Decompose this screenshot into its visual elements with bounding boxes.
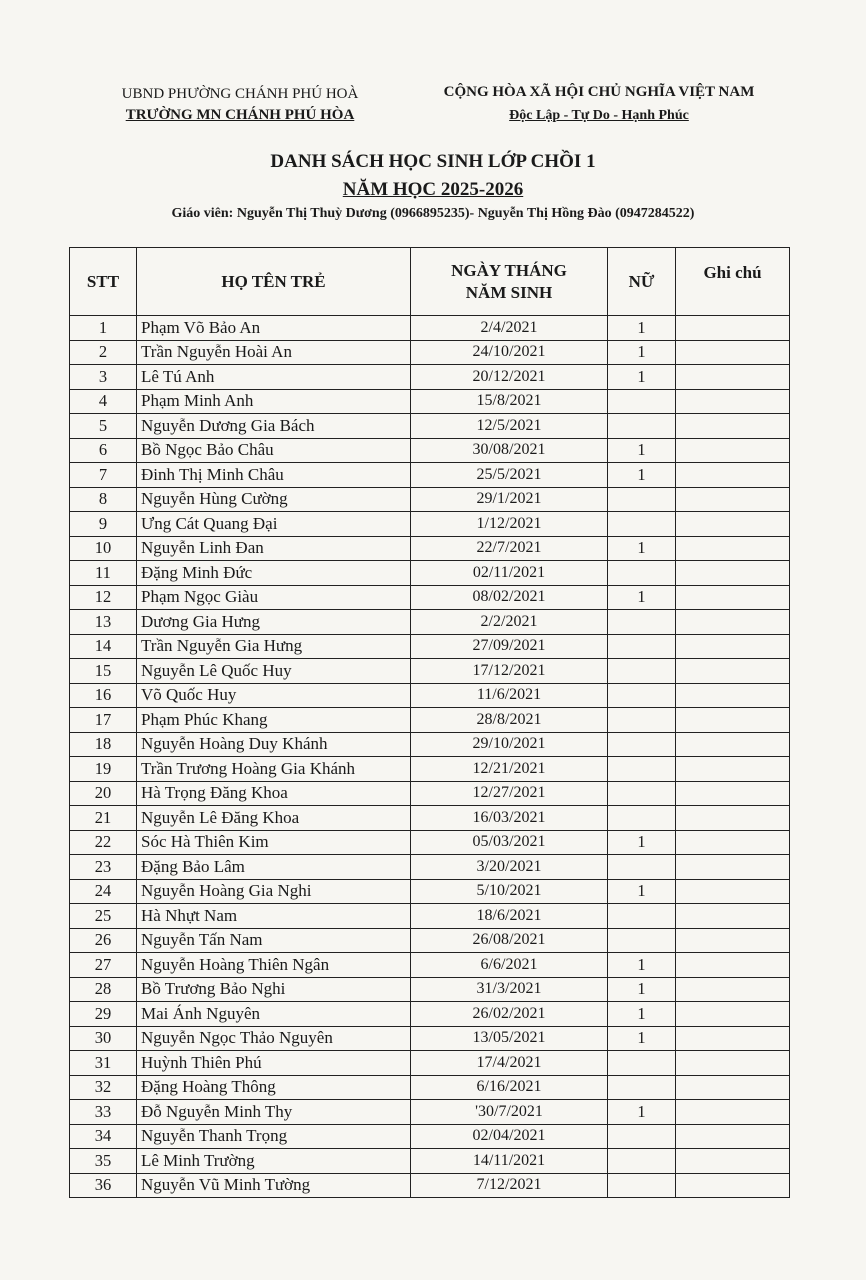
cell-name: Nguyễn Thanh Trọng — [137, 1124, 411, 1149]
cell-female — [608, 904, 676, 929]
cell-dob: 31/3/2021 — [411, 977, 608, 1002]
cell-stt: 19 — [70, 757, 137, 782]
table-row — [70, 904, 790, 929]
cell-name: Trần Trương Hoàng Gia Khánh — [137, 757, 411, 782]
table-row — [70, 855, 790, 880]
cell-female: 1 — [608, 340, 676, 365]
table-row — [70, 463, 790, 488]
header-female: NỮ — [608, 248, 676, 316]
cell-name: Nguyễn Vũ Minh Tường — [137, 1173, 411, 1198]
cell-female — [608, 708, 676, 733]
cell-name: Trần Nguyễn Gia Hưng — [137, 634, 411, 659]
cell-note — [676, 1051, 790, 1076]
cell-female — [608, 512, 676, 537]
cell-name: Đinh Thị Minh Châu — [137, 463, 411, 488]
cell-stt: 23 — [70, 855, 137, 880]
cell-stt: 1 — [70, 316, 137, 341]
cell-stt: 15 — [70, 659, 137, 684]
table-row — [70, 977, 790, 1002]
cell-note — [676, 1124, 790, 1149]
table-row — [70, 438, 790, 463]
national-motto: Độc Lập - Tự Do - Hạnh Phúc — [509, 108, 689, 123]
cell-dob: 29/10/2021 — [411, 732, 608, 757]
table-row — [70, 1051, 790, 1076]
title-line2: NĂM HỌC 2025-2026 — [342, 179, 524, 200]
cell-dob: 12/27/2021 — [411, 781, 608, 806]
cell-dob: '30/7/2021 — [411, 1100, 608, 1125]
cell-female: 1 — [608, 536, 676, 561]
document-title — [0, 148, 866, 204]
table-row — [70, 414, 790, 439]
cell-dob: 27/09/2021 — [411, 634, 608, 659]
cell-name: Đỗ Nguyễn Minh Thy — [137, 1100, 411, 1125]
cell-note — [676, 1002, 790, 1027]
cell-female — [608, 781, 676, 806]
table-row — [70, 879, 790, 904]
cell-stt: 26 — [70, 928, 137, 953]
cell-dob: 15/8/2021 — [411, 389, 608, 414]
cell-dob: 12/5/2021 — [411, 414, 608, 439]
cell-dob: 30/08/2021 — [411, 438, 608, 463]
cell-note — [676, 389, 790, 414]
cell-note — [676, 953, 790, 978]
cell-dob: 02/04/2021 — [411, 1124, 608, 1149]
cell-stt: 29 — [70, 1002, 137, 1027]
cell-note — [676, 1100, 790, 1125]
cell-note — [676, 708, 790, 733]
cell-female: 1 — [608, 1026, 676, 1051]
cell-female — [608, 1124, 676, 1149]
cell-note — [676, 879, 790, 904]
table-row — [70, 365, 790, 390]
cell-stt: 30 — [70, 1026, 137, 1051]
cell-stt: 35 — [70, 1149, 137, 1174]
cell-name: Nguyễn Hùng Cường — [137, 487, 411, 512]
cell-note — [676, 561, 790, 586]
table-row — [70, 1100, 790, 1125]
table-row — [70, 1124, 790, 1149]
cell-note — [676, 1075, 790, 1100]
cell-note — [676, 610, 790, 635]
cell-dob: 26/08/2021 — [411, 928, 608, 953]
cell-dob: 6/16/2021 — [411, 1075, 608, 1100]
cell-note — [676, 928, 790, 953]
cell-note — [676, 414, 790, 439]
cell-female: 1 — [608, 1002, 676, 1027]
cell-name: Nguyễn Ngọc Thảo Nguyên — [137, 1026, 411, 1051]
cell-dob: 22/7/2021 — [411, 536, 608, 561]
table-body — [70, 316, 790, 1198]
cell-name: Mai Ánh Nguyên — [137, 1002, 411, 1027]
cell-name: Bồ Trương Bảo Nghi — [137, 977, 411, 1002]
table-row — [70, 561, 790, 586]
cell-dob: 13/05/2021 — [411, 1026, 608, 1051]
cell-stt: 10 — [70, 536, 137, 561]
cell-note — [676, 977, 790, 1002]
cell-name: Huỳnh Thiên Phú — [137, 1051, 411, 1076]
cell-name: Nguyễn Linh Đan — [137, 536, 411, 561]
cell-female — [608, 1173, 676, 1198]
cell-note — [676, 659, 790, 684]
cell-dob: 17/12/2021 — [411, 659, 608, 684]
cell-dob: 25/5/2021 — [411, 463, 608, 488]
table-header-row — [70, 248, 790, 316]
cell-stt: 6 — [70, 438, 137, 463]
table-row — [70, 683, 790, 708]
table-row — [70, 316, 790, 341]
table-row — [70, 512, 790, 537]
cell-female — [608, 1051, 676, 1076]
cell-name: Nguyễn Lê Đăng Khoa — [137, 806, 411, 831]
cell-stt: 36 — [70, 1173, 137, 1198]
cell-dob: 3/20/2021 — [411, 855, 608, 880]
cell-stt: 31 — [70, 1051, 137, 1076]
cell-stt: 25 — [70, 904, 137, 929]
table-row — [70, 757, 790, 782]
cell-stt: 16 — [70, 683, 137, 708]
cell-dob: 2/2/2021 — [411, 610, 608, 635]
cell-dob: 6/6/2021 — [411, 953, 608, 978]
cell-note — [676, 365, 790, 390]
title-line1: DANH SÁCH HỌC SINH LỚP CHỒI 1 — [270, 151, 596, 172]
cell-stt: 32 — [70, 1075, 137, 1100]
header-dob-line2: NĂM SINH — [465, 282, 553, 302]
header-stt: STT — [70, 248, 137, 316]
cell-note — [676, 634, 790, 659]
cell-name: Ưng Cát Quang Đại — [137, 512, 411, 537]
cell-stt: 33 — [70, 1100, 137, 1125]
table-row — [70, 536, 790, 561]
cell-female: 1 — [608, 365, 676, 390]
cell-stt: 21 — [70, 806, 137, 831]
cell-female — [608, 806, 676, 831]
cell-name: Đặng Bảo Lâm — [137, 855, 411, 880]
cell-female — [608, 1149, 676, 1174]
cell-female: 1 — [608, 953, 676, 978]
header-name: HỌ TÊN TRẺ — [137, 248, 411, 316]
cell-dob: 11/6/2021 — [411, 683, 608, 708]
cell-name: Hà Trọng Đăng Khoa — [137, 781, 411, 806]
cell-stt: 14 — [70, 634, 137, 659]
cell-stt: 9 — [70, 512, 137, 537]
cell-stt: 12 — [70, 585, 137, 610]
table-row — [70, 1149, 790, 1174]
cell-name: Phạm Ngọc Giàu — [137, 585, 411, 610]
issuer-block — [90, 84, 390, 126]
cell-female: 1 — [608, 977, 676, 1002]
cell-note — [676, 830, 790, 855]
cell-dob: 20/12/2021 — [411, 365, 608, 390]
cell-dob: 18/6/2021 — [411, 904, 608, 929]
header-dob — [411, 248, 608, 316]
cell-female — [608, 414, 676, 439]
cell-stt: 20 — [70, 781, 137, 806]
table-row — [70, 708, 790, 733]
cell-dob: 7/12/2021 — [411, 1173, 608, 1198]
cell-note — [676, 1149, 790, 1174]
cell-note — [676, 683, 790, 708]
cell-dob: 24/10/2021 — [411, 340, 608, 365]
table-row — [70, 928, 790, 953]
cell-stt: 13 — [70, 610, 137, 635]
header-dob-line1: NGÀY THÁNG — [451, 260, 567, 280]
cell-dob: 5/10/2021 — [411, 879, 608, 904]
cell-note — [676, 438, 790, 463]
cell-note — [676, 732, 790, 757]
table-row — [70, 340, 790, 365]
cell-note — [676, 855, 790, 880]
cell-name: Nguyễn Tấn Nam — [137, 928, 411, 953]
issuer-authority: UBND PHƯỜNG CHÁNH PHÚ HOÀ — [121, 86, 359, 102]
cell-name: Võ Quốc Huy — [137, 683, 411, 708]
cell-note — [676, 806, 790, 831]
cell-female — [608, 634, 676, 659]
cell-dob: 28/8/2021 — [411, 708, 608, 733]
cell-female — [608, 610, 676, 635]
cell-note — [676, 757, 790, 782]
cell-dob: 17/4/2021 — [411, 1051, 608, 1076]
cell-name: Bồ Ngọc Bảo Châu — [137, 438, 411, 463]
cell-female: 1 — [608, 438, 676, 463]
cell-note — [676, 904, 790, 929]
table-row — [70, 732, 790, 757]
cell-dob: 14/11/2021 — [411, 1149, 608, 1174]
cell-note — [676, 585, 790, 610]
header-note: Ghi chú — [676, 248, 790, 316]
cell-note — [676, 1026, 790, 1051]
cell-stt: 11 — [70, 561, 137, 586]
cell-female: 1 — [608, 316, 676, 341]
cell-dob: 16/03/2021 — [411, 806, 608, 831]
table-row — [70, 1173, 790, 1198]
cell-dob: 12/21/2021 — [411, 757, 608, 782]
table-row — [70, 830, 790, 855]
cell-female — [608, 561, 676, 586]
table-row — [70, 585, 790, 610]
table-row — [70, 1026, 790, 1051]
table-row — [70, 781, 790, 806]
cell-stt: 5 — [70, 414, 137, 439]
cell-name: Dương Gia Hưng — [137, 610, 411, 635]
cell-female — [608, 487, 676, 512]
cell-stt: 3 — [70, 365, 137, 390]
table-row — [70, 487, 790, 512]
cell-stt: 8 — [70, 487, 137, 512]
cell-female — [608, 928, 676, 953]
table-row — [70, 389, 790, 414]
table-row — [70, 953, 790, 978]
cell-female — [608, 855, 676, 880]
cell-stt: 24 — [70, 879, 137, 904]
cell-stt: 4 — [70, 389, 137, 414]
cell-note — [676, 512, 790, 537]
cell-name: Nguyễn Hoàng Duy Khánh — [137, 732, 411, 757]
cell-female — [608, 1075, 676, 1100]
cell-dob: 1/12/2021 — [411, 512, 608, 537]
cell-female — [608, 757, 676, 782]
national-motto-block — [414, 80, 784, 128]
table-row — [70, 659, 790, 684]
cell-note — [676, 1173, 790, 1198]
student-table — [69, 247, 790, 1198]
cell-name: Nguyễn Hoàng Gia Nghi — [137, 879, 411, 904]
cell-female — [608, 389, 676, 414]
cell-female — [608, 659, 676, 684]
cell-dob: 29/1/2021 — [411, 487, 608, 512]
cell-stt: 28 — [70, 977, 137, 1002]
cell-dob: 2/4/2021 — [411, 316, 608, 341]
national-name: CỘNG HÒA XÃ HỘI CHỦ NGHĨA VIỆT NAM — [443, 84, 755, 100]
cell-female: 1 — [608, 585, 676, 610]
cell-dob: 05/03/2021 — [411, 830, 608, 855]
cell-female — [608, 732, 676, 757]
cell-name: Nguyễn Lê Quốc Huy — [137, 659, 411, 684]
cell-stt: 17 — [70, 708, 137, 733]
cell-stt: 22 — [70, 830, 137, 855]
cell-name: Lê Tú Anh — [137, 365, 411, 390]
cell-name: Trần Nguyễn Hoài An — [137, 340, 411, 365]
cell-stt: 27 — [70, 953, 137, 978]
cell-female: 1 — [608, 1100, 676, 1125]
cell-note — [676, 340, 790, 365]
cell-female: 1 — [608, 879, 676, 904]
cell-stt: 7 — [70, 463, 137, 488]
cell-name: Nguyễn Hoàng Thiên Ngân — [137, 953, 411, 978]
table-row — [70, 806, 790, 831]
cell-name: Lê Minh Trường — [137, 1149, 411, 1174]
cell-note — [676, 781, 790, 806]
cell-female — [608, 683, 676, 708]
issuer-school: TRƯỜNG MN CHÁNH PHÚ HÒA — [125, 107, 355, 123]
table-row — [70, 634, 790, 659]
cell-dob: 08/02/2021 — [411, 585, 608, 610]
cell-female: 1 — [608, 830, 676, 855]
cell-name: Phạm Võ Bảo An — [137, 316, 411, 341]
cell-dob: 26/02/2021 — [411, 1002, 608, 1027]
cell-name: Đặng Hoàng Thông — [137, 1075, 411, 1100]
cell-note — [676, 487, 790, 512]
cell-stt: 18 — [70, 732, 137, 757]
cell-note — [676, 316, 790, 341]
cell-note — [676, 463, 790, 488]
cell-name: Phạm Minh Anh — [137, 389, 411, 414]
cell-name: Hà Nhựt Nam — [137, 904, 411, 929]
table-row — [70, 1075, 790, 1100]
teachers-line: Giáo viên: Nguyễn Thị Thuỳ Dương (0966895235)- Nguyễn Thị Hồng Đào (0947284522) — [171, 206, 695, 221]
cell-name: Đặng Minh Đức — [137, 561, 411, 586]
cell-note — [676, 536, 790, 561]
table-row — [70, 610, 790, 635]
table-row — [70, 1002, 790, 1027]
cell-dob: 02/11/2021 — [411, 561, 608, 586]
cell-name: Nguyễn Dương Gia Bách — [137, 414, 411, 439]
cell-stt: 34 — [70, 1124, 137, 1149]
cell-female: 1 — [608, 463, 676, 488]
cell-name: Sóc Hà Thiên Kim — [137, 830, 411, 855]
cell-name: Phạm Phúc Khang — [137, 708, 411, 733]
cell-stt: 2 — [70, 340, 137, 365]
